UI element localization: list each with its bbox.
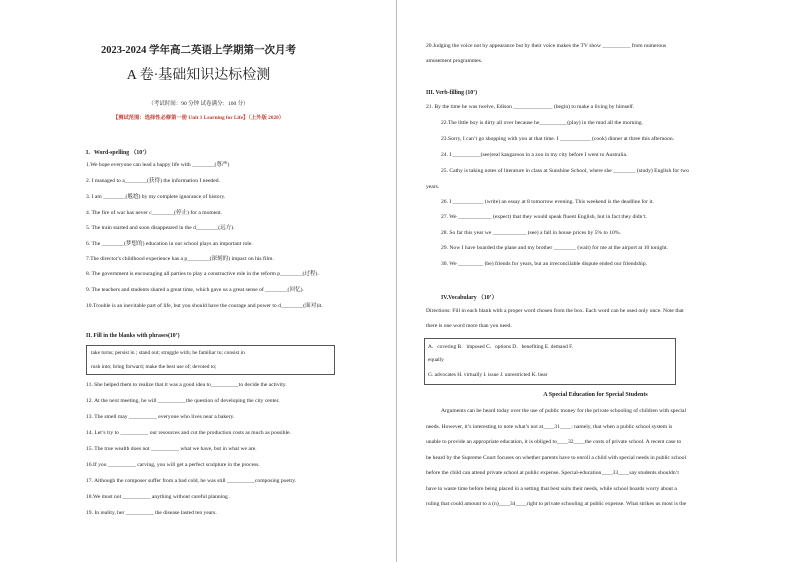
- question-line: 21. By the time he was twelve, Edison ______________ (begin) to make a living by himself.: [426, 104, 635, 110]
- question-line: 5. The train started and soon disappeared in the d________(远方).: [86, 225, 235, 231]
- question-line: 19. In reality, her __________ the disease lasted ten years.: [86, 510, 217, 516]
- question-line: 16.If you __________ carving, you will get a perfect sculpture in the process.: [86, 462, 260, 468]
- section-4-heading: IV.Vocabulary （10’）: [441, 295, 498, 301]
- question-line: 14. Let’s try to __________ our resources and cut the production costs as much as possible.: [86, 430, 291, 436]
- question-line: 30. We _________ (be) friends for years, but an irreconcilable dispute ended our friendship.: [441, 261, 648, 267]
- directions-line: Directions: Fill in each blank with a proper word chosen from the box. Each word can be used only once. Note that: [426, 308, 684, 314]
- passage-line: ruling that could amount to a (n)____34____right to private schooling at public expense. What strikes us most is the: [426, 501, 687, 507]
- word-box-line: G. advocates H. virtually I. issue J. unrestricted K. bear: [428, 372, 548, 378]
- section-2-heading: II. Fill in the blanks with phrases(10’): [86, 333, 180, 339]
- word-box-line: equally: [428, 357, 444, 363]
- phrase-box-line: take turns; persist in ; stand out; struggle with; be familiar to; consist in: [91, 350, 245, 356]
- exam-subtitle: A 卷·基础知识达标检测: [126, 68, 271, 83]
- question-line: 18.We must not __________ anything without careful planning .: [86, 494, 231, 500]
- exam-info: （考试时间：90 分钟 试卷满分：100 分）: [148, 101, 249, 107]
- question-line: 28. So far this year we ____________ (see) a fall in house prices by 5% to 10%.: [441, 230, 621, 236]
- question-line: 23.Sorry, I can’t go shopping with you at that time. I ___________ (cook) dinner at three this afternoon.: [441, 136, 675, 142]
- question-line: 10.Trouble is an inevitable part of life, but you should have the courage and power to d________(面对)it.: [86, 303, 323, 309]
- section-3-heading: III. Verb-filling (10’): [426, 90, 478, 96]
- question-line: 29. Now I have boarded the plane and my brother ________ (wait) for me at the airport at 10 tonight.: [441, 245, 668, 251]
- question-line: 8. The government is encouraging all parties to play a constructive role in the reform p________(过程).: [86, 271, 319, 277]
- passage-line: needs. However, it’s interesting to note what’s not at____31____: namely, that when a public school system is: [426, 424, 673, 430]
- section-1-heading: I．Word-spelling （10’）: [86, 150, 150, 156]
- passage-line: be heard by the Supreme Court focuses on whether parents have to enroll a child with special needs in public school: [426, 455, 687, 461]
- question-line: 12. At the next meeting, he will __________the question of developing the city center.: [86, 398, 280, 404]
- question-line: amusement programmes.: [426, 58, 483, 64]
- question-line: 27. We ____________ (expect) that they would speak fluent English, but in fact they didn’t.: [441, 214, 648, 220]
- page-divider: [396, 0, 397, 562]
- exam-title: 2023-2024 学年高二英语上学期第一次月考: [100, 45, 297, 56]
- question-line: 26. I ___________ (write) an essay at 8 tomorrow evening. This weekend is the deadline for it.: [441, 199, 654, 205]
- question-line: 15. The true wealth does not __________ what we have, but in what we are.: [86, 446, 257, 452]
- passage-title: A Special Education for Special Students: [543, 392, 648, 398]
- question-line: 11. She helped them to realize that it was a good idea to__________to decide the activity.: [86, 382, 287, 388]
- question-line: 25. Cathy is taking notes of literature in class at Sunshine School, where she ________ (study) English for two: [441, 168, 689, 174]
- question-line: 20.Judging the voice not by appearance but by their voice makes the TV show __________ from numerous: [426, 43, 667, 49]
- passage-line: before the child can attend private school at public expense. Special-education____33____say students shouldn’t: [426, 470, 679, 476]
- test-scope: 【测试范围：选择性必修第一册 Unit 1 Learning for Life】（上外版 2020）: [112, 115, 285, 121]
- question-line: 24. I __________(see)real kangaroos in a zoo in my city before I went to Australia.: [441, 152, 628, 158]
- question-line: 22.The little boy is dirty all over because he__________(play) in the mud all the morning.: [441, 120, 643, 126]
- question-line: 13. The smell may __________ everyone who lives near a bakery.: [86, 414, 235, 420]
- phrase-box-line: rush into; bring forward; make the best use of; devoted to;: [91, 364, 217, 370]
- right-page: [397, 0, 794, 562]
- passage-line: have to waste time before being placed in a setting that best suits their needs, while school boards worry about a: [426, 486, 677, 492]
- word-box-line: A．covering B．imposed C．options D．benefiting E. demand F.: [428, 344, 574, 350]
- question-line: 6. The ________(梦想的) education in our school plays an important role.: [86, 241, 253, 247]
- question-line: 2. I managed to a________(获得) the information I needed.: [86, 178, 220, 184]
- question-line: 3. I am ________(尴尬) by my complete ignorance of history.: [86, 194, 226, 200]
- directions-line: there is one word more than you need.: [426, 323, 512, 329]
- question-line: 4. The fire of war has never c________(停止) for a moment.: [86, 210, 222, 216]
- question-line: 17. Although the composer suffer from a bad cold, he was still __________composing poetry.: [86, 478, 297, 484]
- question-line: years.: [426, 184, 440, 190]
- question-line: 9. The teachers and students shared a great time, which gave us a great sense of ________(回忆).: [86, 287, 304, 293]
- passage-line: Arguments can be heard today over the use of public money for the private schooling of children with special: [441, 408, 687, 414]
- question-line: 1.We hope everyone can lead a happy life with ________(尊严): [86, 162, 230, 168]
- passage-line: unable to provide an appropriate education, it is obliged to____32____the costs of private school. A recent case to: [426, 439, 682, 445]
- question-line: 7.The director's childhood experience has a p________(深刻的) impact on his film.: [86, 256, 274, 262]
